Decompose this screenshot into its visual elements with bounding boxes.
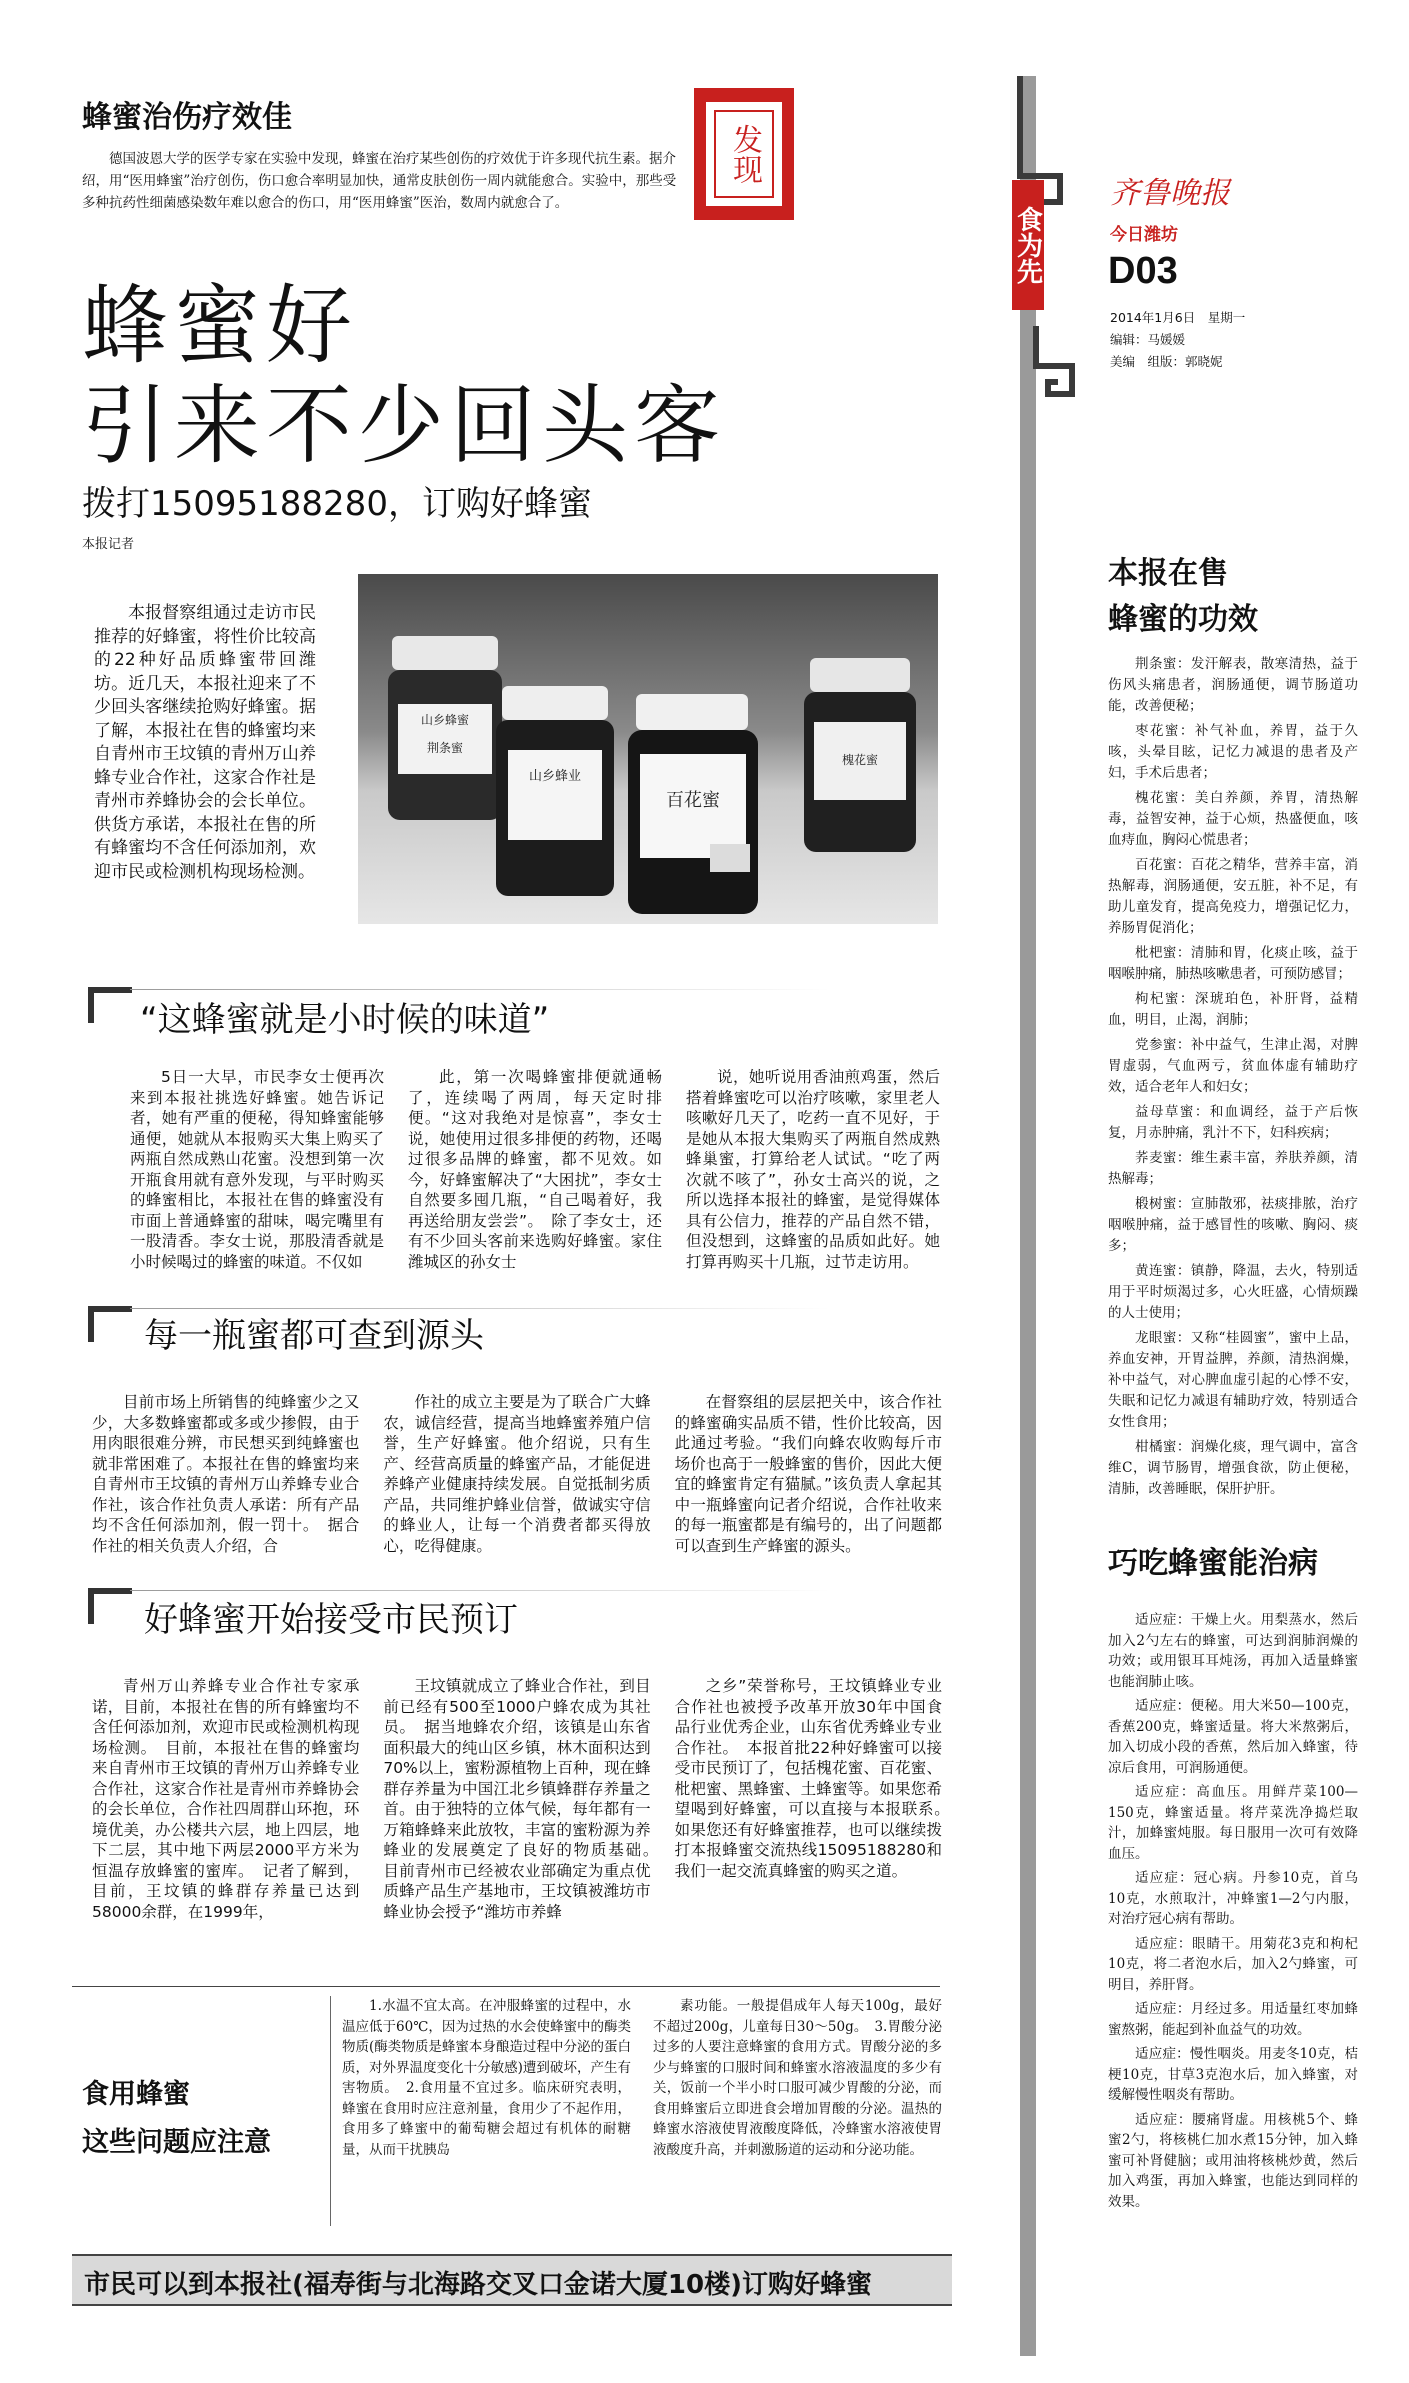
headline-line1: 蜂蜜好 — [82, 276, 358, 376]
benefits-title-1: 本报在售 — [1108, 556, 1228, 591]
section-column: 王坟镇就成立了蜂业合作社，到目前已经有500至1000户蜂农成为其社员。 据当地蜂农介绍，该镇是山东省面积最大的纯山区乡镇，林木面积达到70%以上，蜜粉源植物上百种，现在蜂群存养量为中国江北乡镇蜂群存养量之首。由于独特的立体气候，每年都有一万箱蜂蜂来此放牧，丰富的蜜粉源为养蜂业的发展奠定了良好的物质基础。 目前青州市已经被农业部确定为重点优质蜂产品生产基地市，王坟镇被潍坊市蜂业协会授予“潍坊市养蜂 — [383, 1677, 667, 1921]
honey-jars-photo — [358, 574, 938, 924]
section-body — [130, 1067, 940, 1278]
discover-body — [82, 148, 682, 214]
jar-label-5: 槐花蜜 — [841, 753, 879, 767]
section-body — [92, 1392, 942, 1562]
column-divider — [1020, 76, 1036, 2356]
benefit-item: 党参蜜：补中益气，生津止渴，对脾胃虚弱，气血两亏，贫血体虚有辅助疗效，适合老年人和妇女； — [1108, 1037, 1358, 1095]
notes-divider — [330, 1996, 331, 2226]
remedy-item: 适应症：慢性咽炎。用麦冬10克，桔梗10克，甘草3克泡水后，加入蜂蜜，对缓解慢性咽炎有帮助。 — [1108, 2046, 1358, 2103]
section-rule — [130, 1308, 830, 1309]
discover-stamp — [694, 88, 794, 220]
section-column: 青州万山养蜂专业合作社专家承诺，目前，本报社在售的所有蜂蜜均不含任何添加剂，欢迎市民或检测机构现场检测。 目前，本报社在售的蜂蜜均来自青州市王坟镇的青州万山养蜂专业合作社，这家合作社是青州市养蜂协会的会长单位，合作社四周群山环抱，环境优美，办公楼共六层，地上四层，地下二层，其中地下两层2000平方米为恒温存放蜂蜜的蜜库。 记者了解到，目前，王坟镇的蜂群存养量已达到58000余群，在1999年， — [92, 1677, 360, 1921]
section-body — [92, 1676, 958, 1928]
remedy-item: 适应症：冠心病。丹参10克，首乌10克，水煎取汁，冲蜂蜜1—2勺内服，对治疗冠心病有帮助。 — [1108, 1870, 1358, 1927]
jar-label-2: 荆条蜜 — [426, 741, 464, 755]
benefit-item: 枣花蜜：补气补血，养胃，益于久咳，头晕目眩，记忆力减退的患者及产妇，手术后患者； — [1108, 723, 1358, 781]
remedy-item: 适应症：腰痛肾虚。用核桃5个、蜂蜜2勺，将核桃仁加水煮15分钟，加入蜂蜜可补肾健脑；或用油将核桃炒黄，然后加入鸡蛋，再加入蜂蜜，也能达到同样的效果。 — [1108, 2111, 1358, 2210]
section-name: 今日潍坊 — [1110, 225, 1178, 245]
remedies-title: 巧吃蜂蜜能治病 — [1108, 1546, 1318, 1581]
section-bracket — [88, 1588, 132, 1624]
byline: 本报记者 — [82, 537, 135, 552]
section-column: 此，第一次喝蜂蜜排便就通畅了，连续喝了两周，每天定时排便。“这对我绝对是惊喜”，李女士说，她使用过很多排便的药物，还喝过很多品牌的蜂蜜，都不见效。如今，好蜂蜜解决了“大困扰”，李女士自然要多囤几瓶，“自己喝着好，我再送给朋友尝尝”。 除了李女士，还有不少回头客前来选购好蜂蜜。家住潍城区的孙女士 — [408, 1068, 662, 1271]
benefit-item: 黄连蜜：镇静，降温，去火，特别适用于平时烦渴过多，心火旺盛，心情烦躁的人士使用； — [1108, 1263, 1358, 1321]
benefit-item: 枸杞蜜：深琥珀色，补肝肾，益精血，明目，止渴，润肺； — [1108, 991, 1358, 1028]
design-credit: 美编 组版：郭晓妮 — [1110, 354, 1223, 369]
issue-date: 2014年1月6日 星期一 — [1110, 310, 1246, 325]
notes-title-2: 这些问题应注意 — [82, 2127, 271, 2158]
benefits-title-2: 蜂蜜的功效 — [1108, 602, 1258, 637]
lead-paragraph: 本报督察组通过走访市民推荐的好蜂蜜，将性价比较高的22种好品质蜂蜜带回潍坊。近几天，本报社迎来了不少回头客继续抢购好蜂蜜。据了解，本报社在售的蜂蜜均来自青州市王坟镇的青州万山养蜂专业合作社，这家合作社是青州市养蜂协会的会长单位。供货方承诺，本报社在售的所有蜂蜜均不含任何添加剂，欢迎市民或检测机构现场检测。 — [94, 603, 316, 882]
section-column: 5日一大早，市民李女士便再次来到本报社挑选好蜂蜜。她告诉记者，她有严重的便秘，得知蜂蜜能够通便，她就从本报购买大集上购买了两瓶自然成熟山花蜜。没想到第一次开瓶食用就有意外发现，与平时购买的蜂蜜相比，本报社在售的蜂蜜没有市面上普通蜂蜜的甜味，喝完嘴里有一股清香。李女士说，那股清香就是小时候喝过的蜂蜜的味道。不仅如 — [130, 1068, 384, 1271]
section-column: 说，她听说用香油煎鸡蛋，然后搭着蜂蜜吃可以治疗咳嗽，家里老人咳嗽好几天了，吃药一直不见好，于是她从本报大集购买了两瓶自然成熟蜂巢蜜，打算给老人试试。“吃了两次就不咳了”，孙女士高兴的说，之所以选择本报社的蜂蜜，是觉得媒体具有公信力，推荐的产品自然不错，但没想到，这蜂蜜的品质如此好。她打算再购买十几瓶，过节走访用。 — [686, 1068, 940, 1271]
section-column: 在督察组的层层把关中，该合作社的蜂蜜确实品质不错，性价比较高，因此通过考验。“我们向蜂农收购每斤市场价也高于一般蜂蜜的售价，因此大便宜的蜂蜜肯定有猫腻。”该负责人拿起其中一瓶蜂蜜向记者介绍说，合作社收来的每一瓶蜜都是有编号的，出了问题都可以查到生产蜂蜜的源头。 — [674, 1393, 942, 1555]
section-bracket — [88, 987, 132, 1023]
notes-top-rule — [72, 1986, 940, 1987]
discover-title: 蜂蜜治伤疗效佳 — [82, 100, 292, 135]
remedy-item: 适应症：干燥上火。用梨蒸水，然后加入2勺左右的蜂蜜，可达到润肺润燥的功效；或用银耳耳炖汤，再加入适量蜂蜜也能润肺止咳。 — [1108, 1612, 1358, 1690]
section-title: “这蜂蜜就是小时候的味道” — [140, 1000, 550, 1040]
benefit-item: 荞麦蜜：维生素丰富，养肤养颜，清热解毒； — [1108, 1150, 1358, 1187]
benefits-list — [1108, 654, 1358, 1504]
benefit-item: 龙眼蜜：又称“桂圆蜜”，蜜中上品，养血安神，开胃益脾，养颜，清热润燥，补中益气，对心脾血虚引起的心悸不安，失眠和记忆力减退有辅助疗效，特别适合女性食用； — [1108, 1330, 1358, 1430]
section-column: 之乡”荣誉称号，王坟镇蜂业专业合作社也被授予改革开放30年中国食品行业优秀企业，山东省优秀蜂业专业合作社。 本报首批22种好蜂蜜可以接受市民预订了，包括槐花蜜、百花蜜、枇杷蜜、黑蜂蜜、土蜂蜜等。如果您希望喝到好蜂蜜，可以直接与本报联系。 如果您还有好蜂蜜推荐，也可以继续拨打本报蜂蜜交流热线15095188280和我们一起交流真蜂蜜的购买之道。 — [674, 1677, 958, 1880]
section-rule — [130, 1590, 830, 1591]
notes-title-1: 食用蜂蜜 — [82, 2079, 190, 2110]
headline-line2: 引来不少回头客 — [82, 376, 726, 476]
section-title: 好蜂蜜开始接受市民预订 — [144, 1600, 518, 1640]
discover-body-text: 德国波恩大学的医学专家在实验中发现，蜂蜜在治疗某些创伤的疗效优于许多现代抗生素。据介绍，用“医用蜂蜜”治疗创伤，伤口愈合率明显加快，通常皮肤创伤一周内就能愈合。实验中，那些受多种抗药性细菌感染数年难以愈合的伤口，用“医用蜂蜜”医治，数周内就愈合了。 — [82, 151, 677, 211]
footer-banner-text: 市民可以到本报社(福寿街与北海路交叉口金诺大厦10楼)订购好蜂蜜 — [84, 2270, 872, 2300]
paper-name: 齐鲁晚报 — [1110, 176, 1230, 211]
jar-label-3: 山乡蜂业 — [528, 769, 582, 784]
benefit-item: 槐花蜜：美白养颜，养胃，清热解毒，益智安神，益于心烦，热盛便血，咳血痔血，胸闷心慌患者； — [1108, 790, 1358, 848]
lead-text — [94, 602, 316, 884]
benefit-item: 椴树蜜：宣肺散邪，祛痰排脓，治疗咽喉肿痛，益于感冒性的咳嗽、胸闷、痰多； — [1108, 1196, 1358, 1254]
section-column: 作社的成立主要是为了联合广大蜂农，诚信经营，提高当地蜂蜜养殖户信誉，生产好蜂蜜。他介绍说，只有生产、经营高质量的蜂蜜产品，才能促进养蜂产业健康持续发展。自觉抵制劣质产品，共同维护蜂业信誉，做诚实守信的蜂业人，让每一个消费者都买得放心，吃得健康。 — [383, 1393, 651, 1555]
section-rule — [130, 989, 830, 990]
benefit-item: 枇杷蜜：清肺和胃，化痰止咳，益于咽喉肿痛，肺热咳嗽患者，可预防感冒； — [1108, 945, 1358, 982]
notes-column: 1.水温不宜太高。在冲服蜂蜜的过程中，水温应低于60℃，因为过热的水会使蜂蜜中的酶类物质(酶类物质是蜂蜜本身酿造过程中分泌的蛋白质，对外界温度变化十分敏感)遭到破坏，产生有害物质。 2.食用量不宜过多。临床研究表明，蜂蜜在食用时应注意剂量，食用少了不起作用，食用多了蜂蜜中的葡萄糖会超过有机体的耐糖量，从而干扰胰岛 — [342, 1998, 631, 2158]
footer-banner — [72, 2254, 952, 2306]
headline-subtitle: 拨打15095188280，订购好蜂蜜 — [82, 484, 592, 524]
remedy-item: 适应症：眼睛干。用菊花3克和枸杞10克，将二者泡水后，加入2勺蜂蜜，可明目，养肝肾。 — [1108, 1935, 1358, 1993]
notes-column: 素功能。一般提倡成年人每天100g，最好不超过200g，儿童每日30～50g。 3.胃酸分泌过多的人要注意蜂蜜的食用方式。胃酸分泌的多少与蜂蜜的口服时间和蜂蜜水溶液温度的多少有关，饭前一个半小时口服可减少胃酸的分泌，而食用蜂蜜后立即进食会增加胃酸的分泌。温热的蜂蜜水溶液使胃液酸度降低，冷蜂蜜水溶液使胃液酸度升高，并刺激肠道的运动和分泌功能。 — [653, 1998, 942, 2158]
discover-stamp-text: 发现 — [714, 110, 774, 198]
remedy-item: 适应症：月经过多。用适量红枣加蜂蜜熬粥，能起到补血益气的功效。 — [1108, 2001, 1358, 2038]
jar-label-4: 百花蜜 — [666, 790, 720, 811]
notes-body — [342, 1996, 942, 2166]
section-title: 每一瓶蜜都可查到源头 — [144, 1316, 484, 1356]
remedy-item: 适应症：高血压。用鲜芹菜100—150克，蜂蜜适量。将芹菜洗净捣烂取汁，加蜂蜜炖服。每日服用一次可有效降血压。 — [1108, 1784, 1358, 1862]
column-label-text: 食为先 — [1012, 206, 1043, 284]
jar-label-1: 山乡蜂蜜 — [420, 713, 470, 727]
jars-illustration — [358, 574, 938, 924]
benefit-item: 益母草蜜：和血调经，益于产后恢复，月赤肿痛，乳汁不下，妇科疾病； — [1108, 1104, 1358, 1141]
remedy-item: 适应症：便秘。用大米50—100克，香蕉200克，蜂蜜适量。将大米熬粥后，加入切成小段的香蕉，然后加入蜂蜜，待凉后食用，可润肠通便。 — [1108, 1698, 1358, 1776]
page-number: D03 — [1108, 250, 1178, 292]
benefit-item: 柑橘蜜：润燥化痰，理气调中，富含维C，调节肠胃，增强食欲，防止便秘，清肺，改善睡眠，保肝护肝。 — [1108, 1439, 1358, 1497]
benefit-item: 百花蜜：百花之精华，营养丰富，消热解毒，润肠通便，安五脏，补不足，有助儿童发育，提高免疫力，增强记忆力，养肠胃促消化； — [1108, 857, 1358, 936]
section-column: 目前市场上所销售的纯蜂蜜少之又少，大多数蜂蜜都或多或少掺假，由于用肉眼很难分辨，市民想买到纯蜂蜜也就非常困难了。本报社在售的蜂蜜均来自青州市王坟镇的青州万山养蜂专业合作社，该合作社负责人承诺：所有产品均不含任何添加剂，假一罚十。 据合作社的相关负责人介绍，合 — [92, 1393, 360, 1555]
section-bracket — [88, 1306, 132, 1342]
column-label — [1012, 180, 1044, 310]
remedies-list — [1108, 1610, 1358, 2216]
editor-credit: 编辑：马媛媛 — [1110, 332, 1186, 347]
benefit-item: 荆条蜜：发汗解表，散寒清热，益于伤风头痛患者，润肠通便，调节肠道功能，改善便秘； — [1108, 656, 1358, 714]
